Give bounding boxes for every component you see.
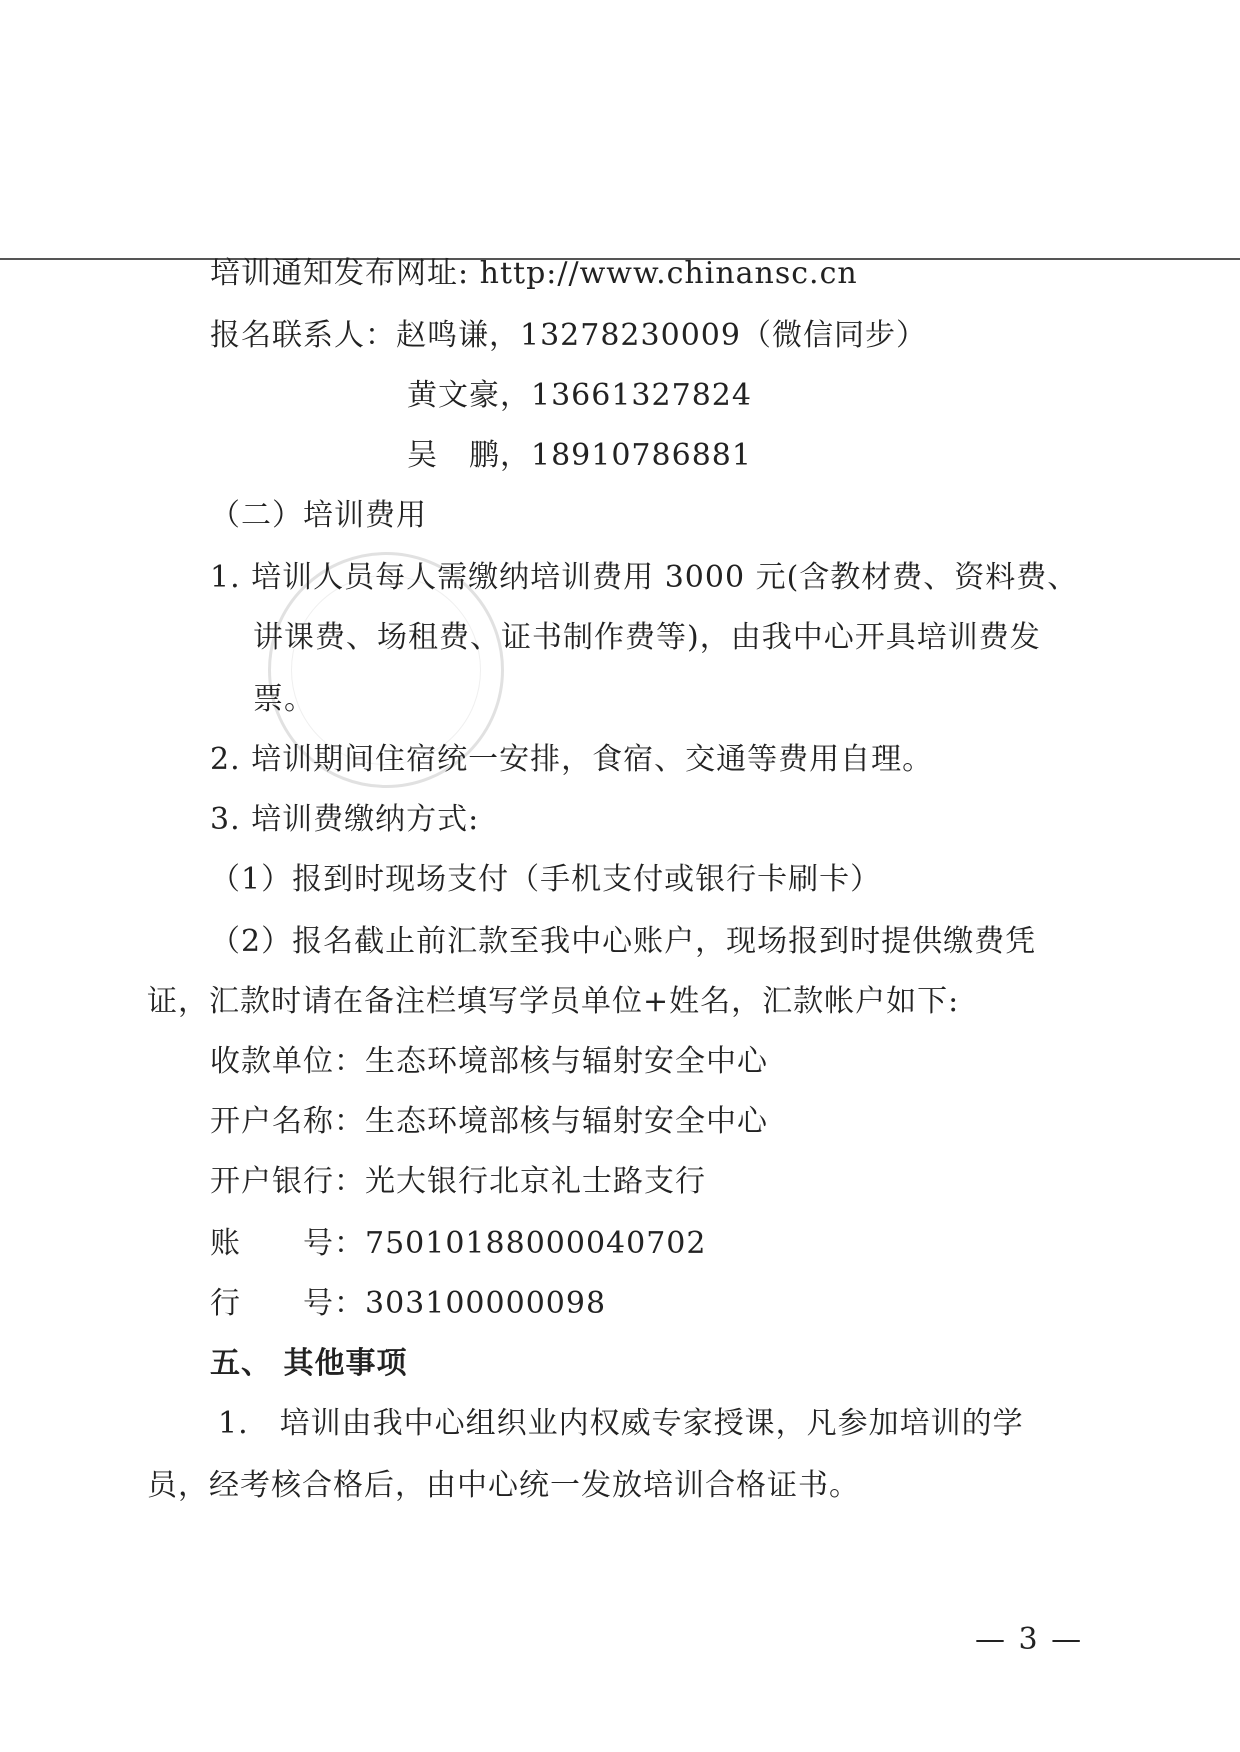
payment-option-2-line-1: （2）报名截止前汇款至我中心账户，现场报到时提供缴费凭 xyxy=(210,924,1037,959)
section-heading-fees: （二）培训费用 xyxy=(210,498,427,533)
contact-line-1: 报名联系人：赵鸣谦，13278230009（微信同步） xyxy=(210,318,927,353)
fee-item-3: 3. 培训费缴纳方式: xyxy=(210,802,480,837)
bank-number-line: 行 号：303100000098 xyxy=(210,1286,607,1321)
fee-item-1-line-1: 1. 培训人员每人需缴纳培训费用 3000 元(含教材费、资料费、 xyxy=(210,560,1079,595)
contact-line-2: 黄文豪，13661327824 xyxy=(407,378,752,413)
other-item-1-line-2: 员，经考核合格后，由中心统一发放培训合格证书。 xyxy=(147,1468,860,1503)
payment-option-2-line-2: 证，汇款时请在备注栏填写学员单位+姓名，汇款帐户如下: xyxy=(147,984,960,1019)
bank-line: 开户银行：光大银行北京礼士路支行 xyxy=(210,1164,706,1199)
other-item-1-line-1: 1. 培训由我中心组织业内权威专家授课，凡参加培训的学 xyxy=(218,1406,1024,1441)
section-heading-other: 五、 其他事项 xyxy=(210,1346,408,1381)
payee-line: 收款单位：生态环境部核与辐射安全中心 xyxy=(210,1044,768,1079)
fee-item-2: 2. 培训期间住宿统一安排，食宿、交通等费用自理。 xyxy=(210,742,934,777)
training-website-line: 培训通知发布网址: http://www.chinansc.cn xyxy=(210,256,858,291)
payment-option-1: （1）报到时现场支付（手机支付或银行卡刷卡） xyxy=(210,862,882,897)
fee-item-1-line-2: 讲课费、场租费、证书制作费等)，由我中心开具培训费发 xyxy=(253,620,1041,655)
account-name-line: 开户名称：生态环境部核与辐射安全中心 xyxy=(210,1104,768,1139)
fee-item-1-line-3: 票。 xyxy=(253,682,315,717)
page-number: — 3 — xyxy=(975,1622,1084,1657)
account-number-line: 账 号：75010188000040702 xyxy=(210,1226,707,1261)
contact-line-3: 吴 鹏，18910786881 xyxy=(407,438,752,473)
